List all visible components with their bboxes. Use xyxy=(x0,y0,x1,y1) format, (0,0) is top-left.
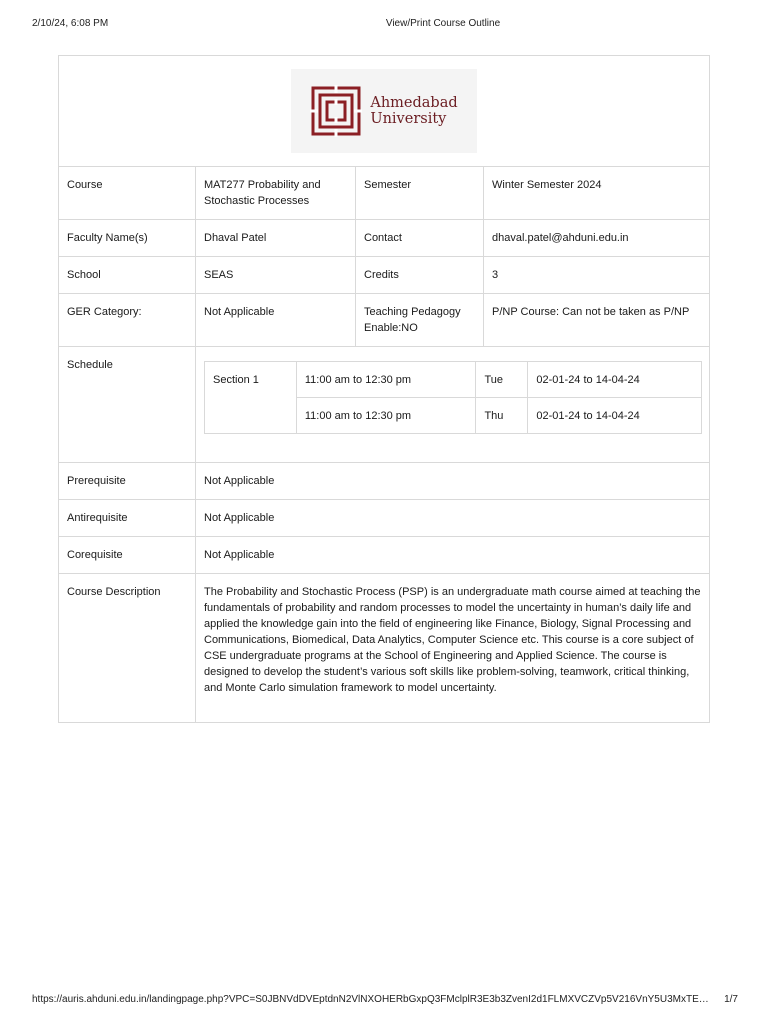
credits-value: 3 xyxy=(492,269,499,281)
pnp-course-value: P/NP Course: Can not be taken as P/NP xyxy=(492,306,690,318)
semester-value: Winter Semester 2024 xyxy=(492,179,602,191)
schedule-time: 11:00 am to 12:30 pm xyxy=(296,362,476,398)
logo-emblem-icon xyxy=(310,85,362,137)
faculty-value: Dhaval Patel xyxy=(196,220,356,256)
print-header xyxy=(0,18,768,34)
schedule-day: Tue xyxy=(476,362,528,398)
contact-value: dhaval.patel@ahduni.edu.in xyxy=(492,232,629,244)
course-outline xyxy=(58,55,710,723)
logo-wordmark xyxy=(370,95,457,127)
corequisite-label: Corequisite xyxy=(59,537,196,573)
faculty-row xyxy=(59,220,709,257)
logo-row xyxy=(59,56,709,167)
schedule-section: Section 1 xyxy=(205,362,297,434)
antirequisite-row xyxy=(59,500,709,537)
semester-label: Semester xyxy=(356,167,484,219)
logo-line-1: Ahmedabad xyxy=(370,95,458,111)
credits-label: Credits xyxy=(356,257,484,293)
schedule-entry xyxy=(205,362,702,398)
schedule-cell xyxy=(196,347,709,462)
prerequisite-row xyxy=(59,463,709,500)
schedule-row xyxy=(59,347,709,463)
contact-label: Contact xyxy=(356,220,484,256)
schedule-time: 11:00 am to 12:30 pm xyxy=(296,398,476,434)
print-title: View/Print Course Outline xyxy=(385,18,501,29)
ger-value: Not Applicable xyxy=(196,294,356,346)
schedule-dates: 02-01-24 to 14-04-24 xyxy=(528,398,702,434)
logo-line-2: University xyxy=(370,111,447,127)
schedule-day: Thu xyxy=(476,398,528,434)
school-value: SEAS xyxy=(196,257,356,293)
page-url: https://auris.ahduni.edu.in/landingpage.php?VPC=S0JBNVdDVEptdnN2VlNXOHERbGxpQ3FMclplR3E3b3ZvenI2d1FLMXVCZVp5V216VnY5U3MxTE… xyxy=(32,994,709,1005)
school-label: School xyxy=(59,257,196,293)
teaching-pedagogy-label: Teaching Pedagogy Enable:NO xyxy=(356,294,484,346)
ger-row xyxy=(59,294,709,347)
description-value: The Probability and Stochastic Process (PSP) is an undergraduate math course aimed at teaching the fundamentals of probability and random processes to model the uncertainty in human’s daily life and applied the knowledge gain into the field of engineering like Finance, Biology, Signal Processing and Communications, Biomedical, Data Analytics, Computer Science etc. This course is a core subject of CSE undergraduate programs at the School of Engineering and Applied Science. The course is designed to develop the student’s various soft skills like problem-solving, teamwork, critical thinking, and Monte Carlo simulation framework to model uncertainty. xyxy=(204,586,701,694)
page-number: 1/7 xyxy=(724,994,738,1005)
antirequisite-label: Antirequisite xyxy=(59,500,196,536)
description-label: Course Description xyxy=(59,574,196,722)
corequisite-row xyxy=(59,537,709,574)
school-row xyxy=(59,257,709,294)
prerequisite-value: Not Applicable xyxy=(204,475,275,487)
description-row xyxy=(59,574,709,722)
course-row xyxy=(59,167,709,220)
antirequisite-value: Not Applicable xyxy=(204,512,275,524)
schedule-table xyxy=(204,361,702,434)
print-footer xyxy=(0,994,768,1010)
print-date: 2/10/24, 6:08 PM xyxy=(32,18,109,29)
course-value: MAT277 Probability and Stochastic Processes xyxy=(196,167,356,219)
prerequisite-label: Prerequisite xyxy=(59,463,196,499)
faculty-label: Faculty Name(s) xyxy=(59,220,196,256)
course-label: Course xyxy=(59,167,196,219)
university-logo xyxy=(291,69,477,153)
ger-label: GER Category: xyxy=(59,294,196,346)
schedule-dates: 02-01-24 to 14-04-24 xyxy=(528,362,702,398)
schedule-label: Schedule xyxy=(59,347,196,462)
corequisite-value: Not Applicable xyxy=(204,549,275,561)
